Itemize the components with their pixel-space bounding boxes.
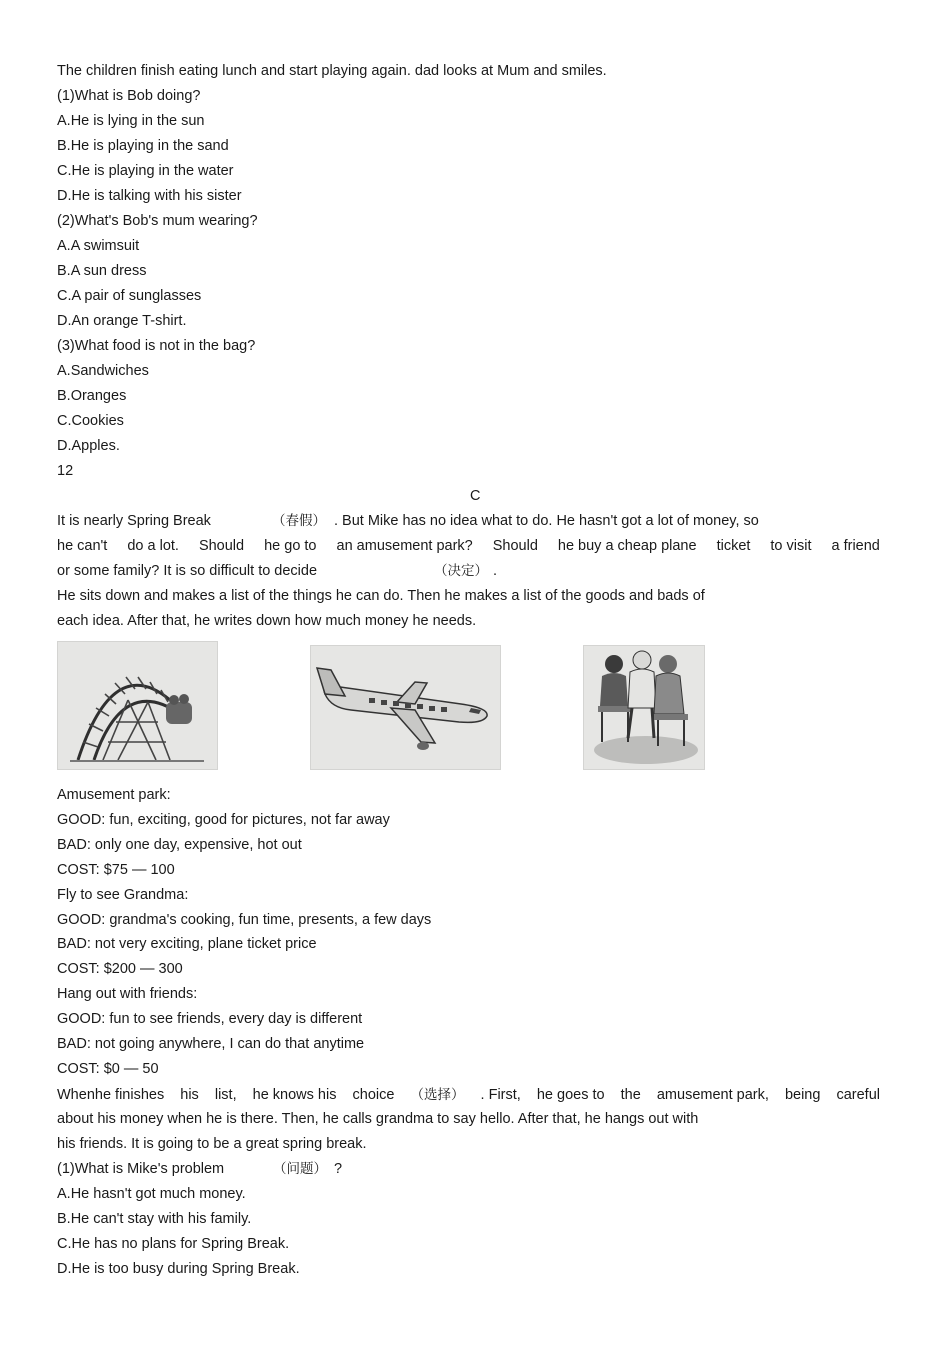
question-number: 12 [57,463,74,479]
passage-word: an amusement park? [336,538,473,554]
passage-word: Should [198,538,245,554]
question-3-option-c: C.Cookies [57,413,124,429]
passage-word: he goes to [536,1087,605,1103]
passage-line-1a: It is nearly Spring Break [57,513,211,529]
park-bad: BAD: only one day, expensive, hot out [57,837,302,853]
passage-gloss-decide: （决定） [434,563,488,579]
question-3-option-a: A.Sandwiches [57,363,149,379]
question-1-option-a: A.He is lying in the sun [57,113,205,129]
question-2-option-b: B.A sun dress [57,263,147,279]
park-title: Amusement park: [57,787,171,803]
grandma-title: Fly to see Grandma: [57,887,189,903]
park-good: GOOD: fun, exciting, good for pictures, not far away [57,812,390,828]
friends-title: Hang out with friends: [57,986,198,1002]
c-question-1-gloss: （问题） [273,1161,327,1177]
airplane-icon [310,645,501,770]
c-question-1-option-c: C.He has no plans for Spring Break. [57,1236,290,1252]
park-cost: COST: $75 — 100 [57,862,175,878]
c-question-1-option-d: D.He is too busy during Spring Break. [57,1261,300,1277]
c-question-1-option-a: A.He hasn't got much money. [57,1186,246,1202]
passage-line-5: each idea. After that, he writes down how much money he needs. [57,613,477,629]
passage-line-8: his friends. It is going to be a great spring break. [57,1136,367,1152]
question-2-option-c: C.A pair of sunglasses [57,288,202,304]
passage-word: careful [836,1087,880,1103]
passage-word: choice [352,1087,395,1103]
grandma-bad: BAD: not very exciting, plane ticket price [57,936,317,952]
passage-word: being [784,1087,821,1103]
passage-line-4: He sits down and makes a list of the things he can do. Then he makes a list of the goods and bads of [57,588,705,604]
passage-word: list, [214,1087,237,1103]
friends-good: GOOD: fun to see friends, every day is different [57,1011,363,1027]
passage-word: he go to [264,538,317,554]
question-1-option-c: C.He is playing in the water [57,163,234,179]
question-3-stem: (3)What food is not in the bag? [57,338,256,354]
question-2-option-a: A.A swimsuit [57,238,140,254]
passage-word: Should [492,538,538,554]
passage-line-7: about his money when he is there. Then, he calls grandma to say hello. After that, he hangs out with [57,1111,699,1127]
c-question-1-stem: (1)What is Mike's problem [57,1161,225,1177]
question-2-option-d: D.An orange T-shirt. [57,313,187,329]
grandma-cost: COST: $200 — 300 [57,961,183,977]
passage-word: . First, [480,1087,521,1103]
friends-bad: BAD: not going anywhere, I can do that anytime [57,1036,365,1052]
roller-coaster-icon [57,641,218,770]
passage-word: do a lot. [127,538,179,554]
passage-word: amusement park, [656,1087,769,1103]
passage-line-1b: . But Mike has no idea what to do. He hasn't got a lot of money, so [334,513,759,529]
passage-word: Whenhe finishes [57,1087,165,1103]
passage-line-6 [57,1086,880,1104]
passage-line-2 [57,537,880,555]
passage-line-3b: . [493,563,498,579]
passage-word: to visit [770,538,812,554]
passage-word: a friend [831,538,880,554]
friends-cost: COST: $0 — 50 [57,1061,159,1077]
friends-icon [583,645,705,770]
question-3-option-d: D.Apples. [57,438,120,454]
question-2-stem: (2)What's Bob's mum wearing? [57,213,258,229]
passage-gloss-choice: （选择） [410,1087,465,1103]
question-1-option-b: B.He is playing in the sand [57,138,229,154]
passage-word: he can't [57,538,108,554]
passage-line-3a: or some family? It is so difficult to decide [57,563,318,579]
passage-gloss-spring-break: （春假） [272,513,326,529]
question-1-option-d: D.He is talking with his sister [57,188,242,204]
passage-word: he knows his [252,1087,337,1103]
grandma-good: GOOD: grandma's cooking, fun time, presents, a few days [57,912,432,928]
passage-word: his [180,1087,199,1103]
c-question-1-mark: ? [334,1161,343,1177]
passage-word: the [620,1087,641,1103]
passage-word: he buy a cheap plane [557,538,697,554]
c-question-1-option-b: B.He can't stay with his family. [57,1211,252,1227]
passage-word: ticket [716,538,751,554]
question-1-stem: (1)What is Bob doing? [57,88,201,104]
intro-sentence: The children finish eating lunch and start playing again. dad looks at Mum and smiles. [57,63,607,79]
question-3-option-b: B.Oranges [57,388,127,404]
section-heading: C [470,488,481,504]
